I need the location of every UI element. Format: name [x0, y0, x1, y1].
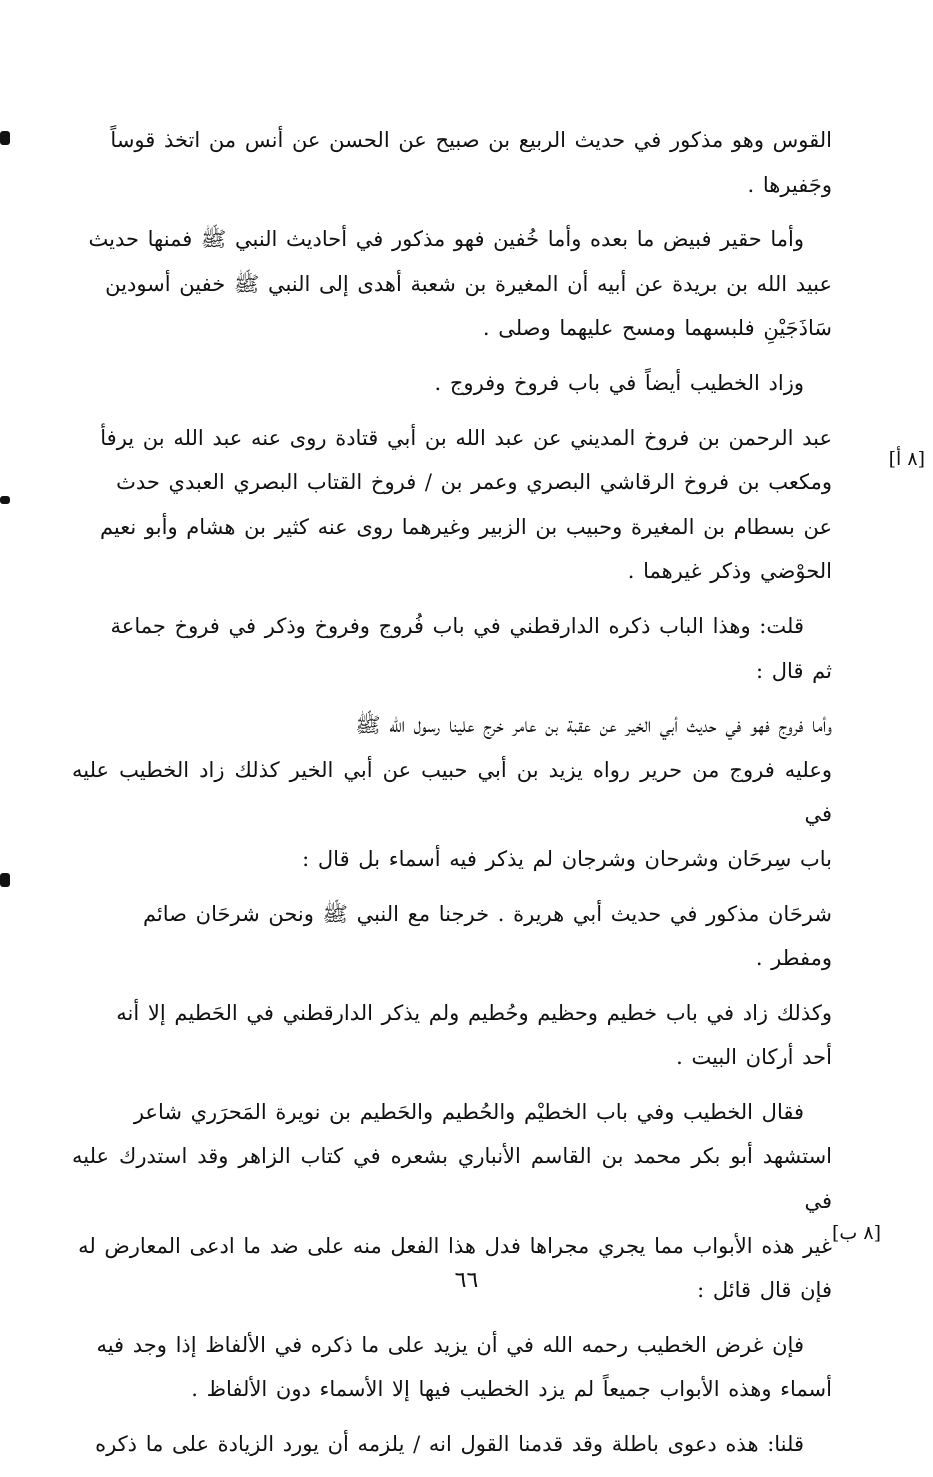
text-line: قلت: وهذا الباب ذكره الدارقطني في باب فُروج وفروخ وذكر في فروخ جماعة: [110, 613, 804, 638]
paragraph: [72, 604, 832, 693]
paragraph: [72, 361, 832, 406]
page-number: ٦٦: [454, 1268, 479, 1293]
paragraph: [72, 1422, 832, 1467]
text-line: شرحَان مذكور في حديث أبي هريرة . خرجنا مع النبي ﷺ ونحن شرحَان صائم: [142, 901, 832, 926]
text-line: عبيد الله بن بريدة عن أبيه أن المغيرة بن شعبة أهدى إلى النبي ﷺ خفين أسودين: [105, 271, 832, 296]
edge-mark-lower: [0, 873, 10, 887]
text-line: وكذلك زاد في باب خطيم وحظيم وحُطيم ولم يذكر الدارقطني في الحَطيم إلا أنه: [116, 1000, 832, 1025]
edge-mark-top: [0, 131, 10, 145]
text-line: سَاذَجَيْنِ فلبسهما ومسح عليهما وصلى .: [482, 316, 832, 341]
paragraph: [72, 1323, 832, 1412]
text-line: استشهد أبو بكر محمد بن القاسم الأنباري بشعره في كتاب الزاهر وقد استدرك عليه في: [72, 1144, 832, 1214]
margin-note-folio-8b: [٨ ب]: [832, 1222, 881, 1244]
text-line: قلنا: هذه دعوى باطلة وقد قدمنا القول انه / يلزمه أن يورد الزيادة على ما ذكره: [95, 1432, 804, 1457]
text-line: غير هذه الأبواب مما يجري مجراها فدل هذا الفعل منه على ضد ما ادعى المعارض له: [78, 1233, 832, 1258]
text-line: عبد الرحمن بن فروخ المديني عن عبد الله بن أبي قتادة روى عنه عبد الله بن يرفأ: [100, 425, 832, 450]
paragraph: [72, 416, 832, 594]
text-line: وعليه فروج من حرير رواه يزيد بن أبي حبيب عن أبي الخير كذلك زاد الخطيب عليه في: [72, 757, 832, 827]
text-line: القوس وهو مذكور في حديث الربيع بن صبيح عن الحسن عن أنس من اتخذ قوساً: [110, 128, 832, 152]
paragraph: [72, 217, 832, 351]
margin-note-folio-8a: [٨ أ]: [888, 448, 925, 470]
text-line: وأما حقير فبيض ما بعده وأما خُفين فهو مذكور في أحاديث النبي ﷺ فمنها حديث: [88, 227, 804, 252]
text-line: الحوْضي وذكر غيرهما .: [627, 559, 832, 584]
text-line: أسماء وهذه الأبواب جميعاً لم يزد الخطيب فيها إلا الأسماء دون الألفاظ .: [191, 1377, 832, 1402]
text-line: وزاد الخطيب أيضاً في باب فروخ وفروج .: [434, 370, 804, 395]
text-line: عن بسطام بن المغيرة وحبيب بن الزبير وغيرهما روى عنه كثير بن هشام وأبو نعيم: [99, 514, 832, 539]
text-line: وأما فروج فهو في حديث أبي الخير عن عقبة بن عامر خرج علينا رسول الله ﷺ: [355, 713, 832, 738]
text-line: ثم قال :: [756, 658, 832, 683]
text-line: وجَفيرها .: [747, 172, 832, 197]
text-line: أحد أركان البيت .: [676, 1045, 832, 1070]
paragraph: [72, 991, 832, 1080]
text-line: فقال الخطيب وفي باب الخطيْم والحُطيم والحَطيم بن نويرة المَحرَري شاعر: [133, 1099, 804, 1124]
text-line: فإن غرض الخطيب رحمه الله في أن يزيد على ما ذكره في الألفاظ إذا وجد فيه: [96, 1332, 804, 1357]
text-line: فإن قال قائل :: [697, 1278, 832, 1303]
paragraph: [72, 118, 832, 207]
text-line: ومكعب بن فروخ الرقاشي البصري وعمر بن / فروخ القتاب البصري العبدي حدث: [116, 470, 832, 495]
edge-mark-middle: [0, 496, 10, 504]
text-line: ومفطر .: [755, 946, 832, 971]
text-line: باب سِرحَان وشرحان وشرجان لم يذكر فيه أسماء بل قال :: [302, 846, 832, 871]
paragraph: [72, 892, 832, 981]
paragraph: [72, 703, 832, 881]
